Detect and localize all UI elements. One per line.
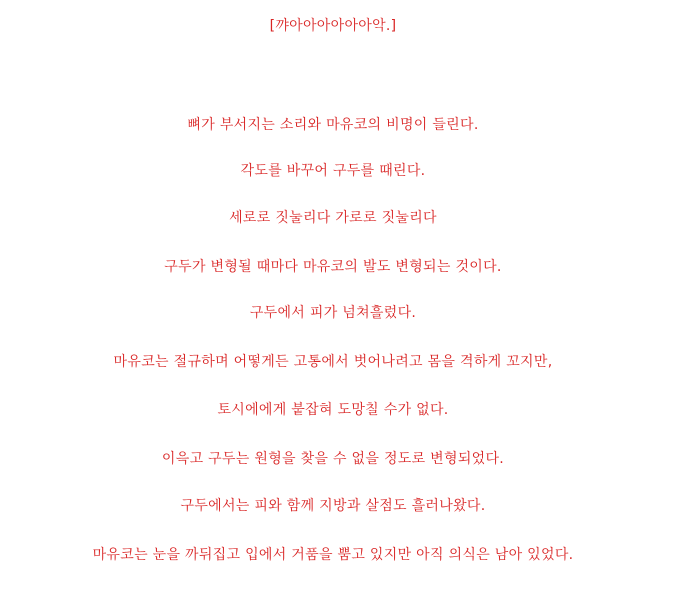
paragraph-line: 이윽고 구두는 원형을 찾을 수 없을 정도로 변형되었다. (161, 451, 505, 467)
paragraph-line: 토시에에게 붙잡혀 도망칠 수가 없다. (217, 402, 449, 418)
scream-title: [꺄아아아아아아악.] (269, 18, 397, 34)
paragraph-line: 구두에서 피가 넘쳐흘렀다. (249, 305, 417, 321)
paragraph-line: 구두가 변형될 때마다 마유코의 발도 변형되는 것이다. (164, 259, 502, 275)
paragraph-line: 구두에서는 피와 함께 지방과 살점도 흘러나왔다. (180, 498, 486, 514)
paragraph-line: 뼈가 부서지는 소리와 마유코의 비명이 들린다. (187, 117, 479, 133)
paragraph-line: 각도를 바꾸어 구두를 때린다. (240, 163, 426, 179)
paragraph-line: 세로로 짓눌리다 가로로 짓눌리다 (229, 210, 437, 226)
paragraph-line: 마유코는 눈을 까뒤집고 입에서 거품을 뿜고 있지만 아직 의식은 남아 있었다. (92, 547, 574, 563)
paragraph-line: 마유코는 절규하며 어떻게든 고통에서 벗어나려고 몸을 격하게 꼬지만, (113, 354, 553, 370)
